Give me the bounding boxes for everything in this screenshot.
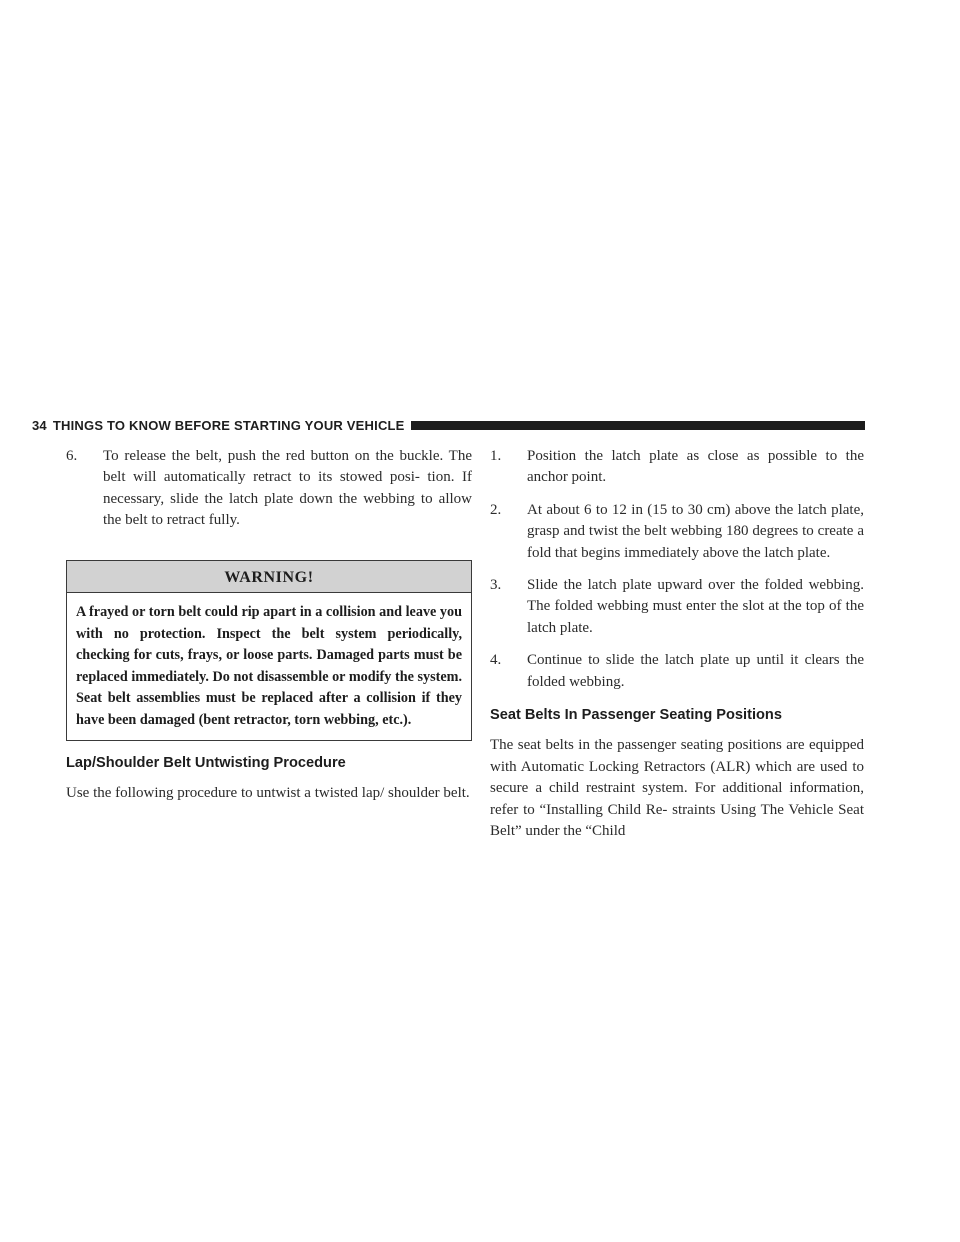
untwist-intro: Use the following procedure to untwist a twisted lap/ shoulder belt. (66, 785, 470, 801)
untwist-heading: Lap/Shoulder Belt Untwisting Procedure (66, 754, 346, 771)
warning-body: A frayed or torn belt could rip apart in a collision and leave you with no protection. Inspect the belt system periodically, checking for cuts, frays, or loose parts. Damaged parts must be replaced immediately. Do not disassemble or modify the system. Seat belt assemblies must be replaced after a collision if they have been damaged (bent retractor, torn webbing, etc.). (76, 604, 462, 728)
step-text (491, 446, 864, 489)
step-text-content: Position the latch plate as close as possible to the anchor point. (527, 448, 864, 486)
chapter-title: THINGS TO KNOW BEFORE STARTING YOUR VEHICLE (52, 417, 405, 433)
page-number: 34 (32, 417, 47, 433)
passenger-heading: Seat Belts In Passenger Seating Positions (490, 707, 782, 724)
step-text (491, 575, 864, 639)
step-text-content: To release the belt, push the red button on the buckle. The belt will automatically retract to its stowed posi- tion. If necessary, slide the latch plate down the webbing to allow the belt to retract fully. (103, 448, 472, 529)
step-text (67, 446, 472, 532)
step-1 (490, 446, 864, 489)
header-rule (411, 421, 865, 430)
step-text-content: Slide the latch plate upward over the folded webbing. The folded webbing must enter the slot at the top of the latch plate. (527, 577, 864, 636)
step-number: 1. (490, 448, 502, 464)
warning-title: WARNING! (67, 561, 471, 593)
warning-box (66, 560, 472, 741)
step-6 (66, 446, 472, 532)
step-number: 3. (490, 577, 502, 594)
step-2 (490, 500, 864, 564)
step-number: 2. (490, 501, 502, 518)
step-3 (490, 575, 864, 639)
step-text (491, 650, 864, 693)
step-4 (490, 650, 864, 693)
page-header (32, 414, 865, 436)
step-text-content: Continue to slide the latch plate up until it clears the folded webbing. (527, 652, 864, 690)
left-column (66, 446, 472, 804)
passenger-paragraph: The seat belts in the passenger seating positions are equipped with Automatic Locking Retractors (ALR) which are used to secure a child restraint system. For additional information, refer to “Installing Child Re- straints Using The Vehicle Seat Belt” under the “Child (490, 737, 864, 840)
right-column (490, 446, 864, 843)
step-number: 6. (66, 448, 78, 464)
step-text-content: At about 6 to 12 in (15 to 30 cm) above the latch plate, grasp and twist the belt webbing 180 degrees to create a fold that begins immediately above the latch plate. (527, 501, 864, 561)
step-number: 4. (490, 652, 502, 669)
step-text (491, 500, 864, 564)
